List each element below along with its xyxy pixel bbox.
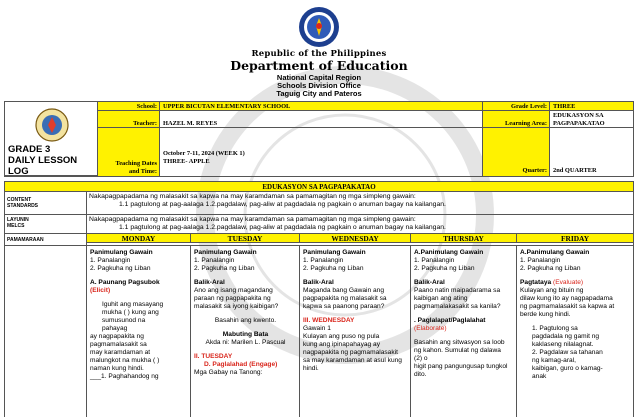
body-line: berde kung hindi. [520, 311, 571, 318]
activity-title: A.Panimulang Gawain [520, 249, 590, 256]
body-line: mukha ( ) kung ang [102, 309, 159, 316]
dll-header-table [4, 101, 634, 177]
learning-area-line: EDUKASYON SA [553, 112, 604, 119]
body-line: Ano ang isang magandang [194, 287, 273, 294]
content-standards-line: 1.1 pagtulong at pag-aalaga 1.2.pagdalaw, pag-aliw at pagdadala ng pagkain o anuman bagay na kailangan. [119, 201, 446, 208]
content-standards-line: Nakapagpapadama ng malasakit sa kapwa na may karamdaman sa pamamagitan ng mga simpleng gawain: [89, 193, 416, 200]
section-heading: A. Paunang Pagsubok [90, 279, 160, 286]
body-line: nagpapakita ng pagmamalasakit [303, 349, 398, 356]
activity-title: Panimulang Gawain [90, 249, 153, 256]
activity-item: 1. Panalangin [303, 257, 344, 264]
section-name: THREE- APPLE [163, 157, 210, 165]
teacher-value: HAZEL M. REYES [160, 111, 483, 128]
list-line: pagdadala ng gamit ng [532, 333, 600, 340]
activity-item: 1. Panalangin [90, 257, 131, 264]
grade-level-value: THREE [550, 102, 633, 111]
school-value: UPPER BICUTAN ELEMENTARY SCHOOL [160, 102, 483, 111]
day-monday: MONDAY [87, 234, 191, 243]
grade-title-line: DAILY LESSON [8, 155, 78, 166]
section-tag: (Elicit) [90, 287, 111, 294]
activity-label: Gawain 1 [303, 325, 331, 332]
activity-title: Panimulang Gawain [194, 249, 257, 256]
body-line: ay nagpapakita ng [90, 333, 144, 340]
activity-item: 1. Panalangin [520, 257, 561, 264]
body-line: Maganda bang Gawain ang [303, 287, 385, 294]
melcs-label [5, 215, 87, 234]
story-prompt: Basahin ang kwento. [214, 317, 277, 324]
row-label-line: LAYUNIN [7, 217, 29, 223]
school-logo-icon [35, 108, 69, 142]
activity-item: 2. Pagkuha ng Liban [90, 265, 151, 272]
body-line: sumusunod na [102, 317, 146, 324]
body-line: kung ang ipinapahayag ay [303, 341, 380, 348]
activity-item: 1. Panalangin [194, 257, 235, 264]
learning-area-value [550, 111, 633, 128]
body-line: Mga Gabay na Tanong: [194, 369, 263, 376]
list-line: kaibigan, guro o kamag- [532, 365, 603, 372]
quarter-label: Quarter: [483, 128, 550, 176]
story-author: Akda ni: Marilen L. Pascual [205, 339, 286, 346]
teaching-dates-label-line: Teaching Dates [115, 160, 157, 167]
body-line: hindi. [303, 365, 319, 372]
region-line: National Capital Region [276, 73, 362, 82]
section-heading: Balik-Aral [414, 279, 445, 286]
body-line: higit pang pangungusap tungkol [414, 363, 508, 370]
body-line: Kulayan ang puso ng pula [303, 333, 380, 340]
section-heading: Pagtataya [520, 279, 552, 286]
activity-item: 1. Panalangin [414, 257, 455, 264]
grade-title-line: GRADE 3 [8, 144, 51, 155]
story-title: Mabuting Bata [222, 331, 269, 338]
body-line: pahayag [102, 325, 128, 332]
teaching-dates-value [160, 128, 483, 176]
city-line: Taguig City and Pateros [276, 89, 362, 98]
section-heading: Balik-Aral [194, 279, 225, 286]
step-tag: (Engage) [249, 361, 278, 368]
pamamaraan-label: PAMAMARAAN [5, 234, 87, 245]
learning-area-label: Learning Area: [483, 111, 550, 128]
activity-item: 2. Pagkuha ng Liban [303, 265, 364, 272]
teaching-dates-label [98, 128, 160, 176]
step-tag: (Elaborate) [414, 325, 447, 332]
body-line: kapwa sa paanong paraan? [303, 303, 385, 310]
learning-area-line: PAGPAPAKATAO [553, 119, 605, 127]
day-tuesday: TUESDAY [191, 234, 300, 243]
activity-item: 2. Pagkuha ng Liban [520, 265, 581, 272]
body-line: pagpapakita ng malasakit sa [303, 295, 387, 302]
list-line: kaklaseng nilalagnat. [532, 341, 594, 348]
grade-title-line: LOG [8, 166, 29, 176]
day-tag: III. WEDNESDAY [303, 317, 355, 324]
body-line: malungkot na mukha ( ) [90, 357, 160, 364]
body-line: dilaw kung ito ay nagpapadama [520, 295, 613, 302]
list-line: anak [532, 373, 547, 380]
thursday-column [411, 245, 517, 417]
deped-seal-icon [298, 6, 340, 48]
row-label-line: MELCS [7, 223, 25, 229]
row-label-line: CONTENT [7, 197, 32, 203]
body-line: paraan ng pagpapakita ng [194, 295, 271, 302]
republic-line: Republic of the Philippines [251, 49, 387, 59]
quarter-value: 2nd QUARTER [553, 167, 597, 174]
body-line: pagmamalasakit sa [90, 341, 147, 348]
melcs-line: Nakapagpapadama ng malasakit sa kapwa na may karamdaman sa pamamagitan ng mga simpleng gawain: [89, 216, 416, 223]
content-standards-text [87, 192, 633, 215]
teaching-dates-label-line: and Time: [129, 167, 157, 175]
school-label: School: [98, 102, 160, 111]
body-line: Kulayan ang bituin ng [520, 287, 584, 294]
body-line: ng kahon. Sumulat ng dalawa [414, 347, 501, 354]
department-line: Department of Education [230, 58, 408, 73]
lesson-table [4, 181, 634, 417]
division-line: Schools Division Office [277, 81, 361, 90]
day-thursday: THURSDAY [411, 234, 517, 243]
tuesday-column [191, 245, 300, 417]
day-wednesday: WEDNESDAY [300, 234, 411, 243]
procedure-label-column [5, 245, 87, 417]
body-line: (2) o [414, 355, 428, 362]
list-line: ng kamag-aral, [532, 357, 576, 364]
body-line: naman kung hindi. [90, 365, 144, 372]
step-heading: . Paglalapat/Paglalahat [414, 317, 486, 324]
melcs-line: 1.1 pagtulong at pag-aalaga 1.2.pagdalaw, pag-aliw at pagdadala ng pagkain o anuman bagay na kailangan. [119, 224, 446, 231]
content-standards-label [5, 192, 87, 215]
activity-title: Panimulang Gawain [303, 249, 366, 256]
section-tag: (Evaluate) [553, 279, 584, 286]
body-line: Basahin ang sitwasyon sa loob [414, 339, 505, 346]
letterhead [0, 0, 638, 96]
body-line: pagmamalakasakit sa kanila? [414, 303, 501, 310]
grade-level-label: Grade Level: [483, 102, 550, 111]
monday-column [87, 245, 191, 417]
teaching-dates-line: October 7-11, 2024 (WEEK 1) [163, 150, 245, 157]
list-line: 1. Pagtulong sa [532, 325, 578, 332]
section-heading: Balik-Aral [303, 279, 334, 286]
wednesday-column [300, 245, 411, 417]
teacher-label: Teacher: [98, 111, 160, 128]
step-heading: D. Paglalahad [204, 361, 248, 368]
activity-item: 2. Pagkuha ng Liban [194, 265, 255, 272]
subject-title: EDUKASYON SA PAGPAPAKATAO [5, 182, 633, 192]
body-line: ng pagmamalasakit sa kapwa at [520, 303, 615, 310]
list-line: 2. Pagdalaw sa tahanan [532, 349, 603, 356]
body-line: sa may karamdaman at asul kung [303, 357, 402, 364]
friday-column [517, 245, 633, 417]
body-line: Iguhit ang masayang [102, 301, 164, 308]
body-line: kaibigan ang ating [414, 295, 468, 302]
grade-title [8, 144, 77, 176]
activity-item: 2. Pagkuha ng Liban [414, 265, 475, 272]
melcs-text [87, 215, 633, 234]
day-friday: FRIDAY [517, 234, 633, 243]
day-tag: II. TUESDAY [194, 353, 233, 360]
body-line: dito. [414, 371, 427, 378]
grade-block-cell [5, 102, 98, 176]
body-line: malasakit sa iyong kaibigan? [194, 303, 279, 310]
weekday-header-row [87, 234, 633, 243]
row-label-line: STANDARDS [7, 203, 39, 209]
body-line: ___1. Paghahandog ng [90, 373, 159, 380]
body-line: may karamdaman at [90, 349, 151, 356]
body-line: Paano natin maipadarama sa [414, 287, 501, 294]
activity-title: A.Panimulang Gawain [414, 249, 484, 256]
